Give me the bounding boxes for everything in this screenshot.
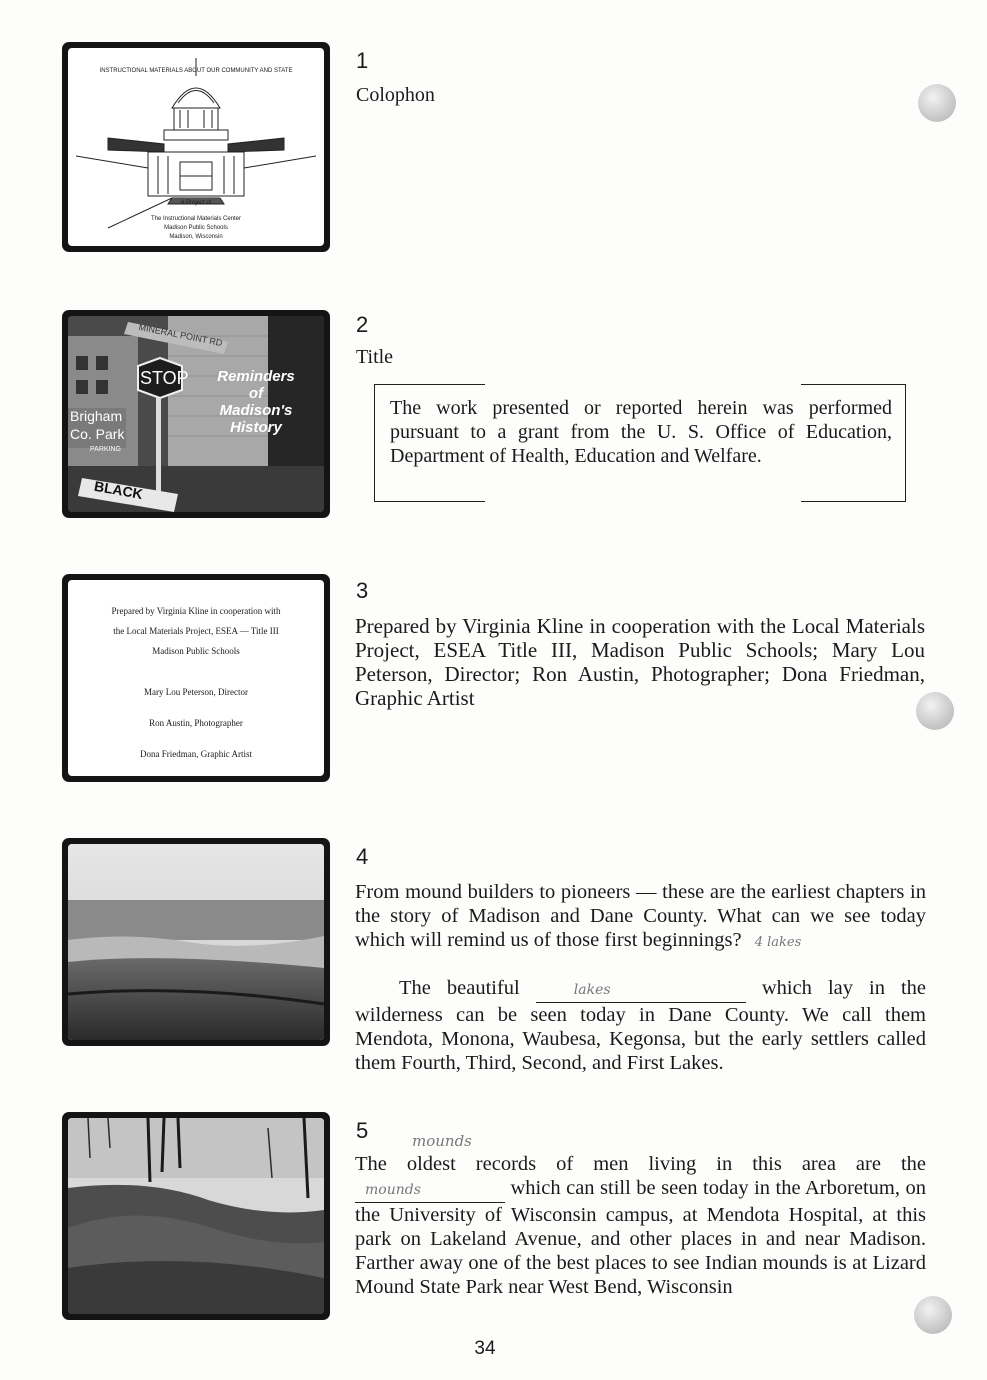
- grant-box-bottom-left-rule: [375, 501, 485, 502]
- slide-5-thumbnail: [62, 1112, 330, 1320]
- brigham-sign-text: Brigham: [70, 408, 123, 424]
- slide-2-label: Title: [356, 346, 394, 368]
- slide-4-caption-paragraph-1: [355, 880, 926, 955]
- slide-2-number: 2: [356, 312, 369, 337]
- slide-3-line-2: the Local Materials Project, ESEA — Title III: [113, 626, 279, 636]
- slide-5-caption: [355, 1152, 926, 1299]
- lakes-landscape-photo: [68, 844, 324, 1040]
- slide-4-caption-text-1: From mound builders to pioneers — these are the earliest chapters in the story of Madison and Dane County. What can we see today which will remind us of those first beginnings?: [355, 881, 926, 951]
- slide-4-number: 4: [356, 844, 369, 869]
- grant-box-top-right-rule: [801, 384, 905, 385]
- slide-1-center-line-3: Madison, Wisconsin: [169, 234, 223, 240]
- photo-title-line-1: Reminders: [217, 368, 295, 385]
- slide-4-thumbnail: [62, 838, 330, 1046]
- slide-5-blank-answer: mounds: [365, 1182, 421, 1198]
- punch-hole-top: [918, 84, 956, 122]
- grant-box-top-left-rule: [375, 384, 485, 385]
- slide-1-header: INSTRUCTIONAL MATERIALS ABOUT OUR COMMUNITY AND STATE: [99, 68, 293, 74]
- slide-4-caption-text-2b: which lay in the wilderness can be seen today in Dane County. We call them Mendota, Monona, Waubesa, Kegonsa, but the early settlers called them Fourth, Third, Second, and First Lakes.: [355, 977, 927, 1074]
- indian-mounds-park-photo: [68, 1118, 324, 1314]
- slide-5-caption-text-2: which can still be seen today in the Arboretum, on the University of Wisconsin campus, at Mendota Hospital, at this park on Lakeland Avenue, and other places in and near Madison. Farther away one of the best places to see Indian mounds is at Lizard Mound State Park near West Bend, Wisconsin: [355, 1177, 927, 1298]
- slide-3-caption: Prepared by Virginia Kline in cooperation with the Local Materials Project, ESEA Title III, Madison Public Schools; Mary Lou Peterson, Director; Ron Austin, Photographer; Dona Friedman, Graphic Artist: [355, 614, 925, 710]
- slide-3-line-4: Mary Lou Peterson, Director: [144, 687, 248, 697]
- slide-1-center-line-2: Madison Public Schools: [164, 225, 228, 231]
- photo-title: [188, 368, 324, 436]
- slide-3-line-1: Prepared by Virginia Kline in cooperation with: [111, 606, 281, 616]
- slide-3-line-3: Madison Public Schools: [152, 646, 240, 656]
- slide-4-caption-text-2a: The beautiful: [399, 977, 520, 999]
- slide-4-fill-in-blank: [536, 976, 746, 1003]
- punch-hole-bottom: [914, 1296, 952, 1334]
- grant-box-bottom-right-rule: [801, 501, 905, 502]
- grant-notice-box: [374, 384, 906, 502]
- slide-3-line-5: Ron Austin, Photographer: [149, 718, 243, 728]
- park-sign-text: Co. Park: [70, 426, 125, 442]
- photo-title-line-4: History: [230, 419, 282, 436]
- slide-3-line-6: Dona Friedman, Graphic Artist: [140, 749, 252, 759]
- grant-notice-text: The work presented or reported herein was performed pursuant to a grant from the U. S. Office of Education, Department of Health, Education and Welfare.: [390, 397, 892, 467]
- slide-2-thumbnail: [62, 310, 330, 518]
- slide-1-project-of: A Project of: [180, 200, 212, 206]
- stop-sign-text: STOP: [140, 368, 189, 388]
- photo-title-line-3: Madison's: [219, 402, 293, 419]
- page-number: 34: [474, 1338, 496, 1359]
- parking-sign-text: PARKING: [90, 446, 121, 453]
- slide-4-caption-paragraph-2: [355, 976, 926, 1075]
- slide-3-number: 3: [356, 578, 369, 603]
- slide-5-caption-text-1: The oldest records of men living in this area are the: [355, 1153, 926, 1175]
- black-sign-text: BLACK: [92, 477, 145, 503]
- street-sign-text: MINERAL POINT RD: [137, 321, 224, 349]
- slide-4-blank-answer: lakes: [573, 982, 611, 998]
- slide-4-handwritten-note: 4 lakes: [754, 935, 802, 950]
- slide-1-number: 1: [356, 48, 369, 73]
- photo-title-line-2: of: [248, 385, 264, 402]
- slide-1-center-line-1: The Instructional Materials Center: [150, 216, 242, 222]
- slide-3-thumbnail: [62, 574, 330, 782]
- slide-1-label: Colophon: [356, 84, 435, 106]
- slide-5-handwritten-note: mounds: [412, 1132, 472, 1150]
- slide-1-thumbnail: [62, 42, 330, 252]
- slide-5-number: 5: [356, 1118, 369, 1143]
- slide-5-fill-in-blank: [355, 1176, 505, 1203]
